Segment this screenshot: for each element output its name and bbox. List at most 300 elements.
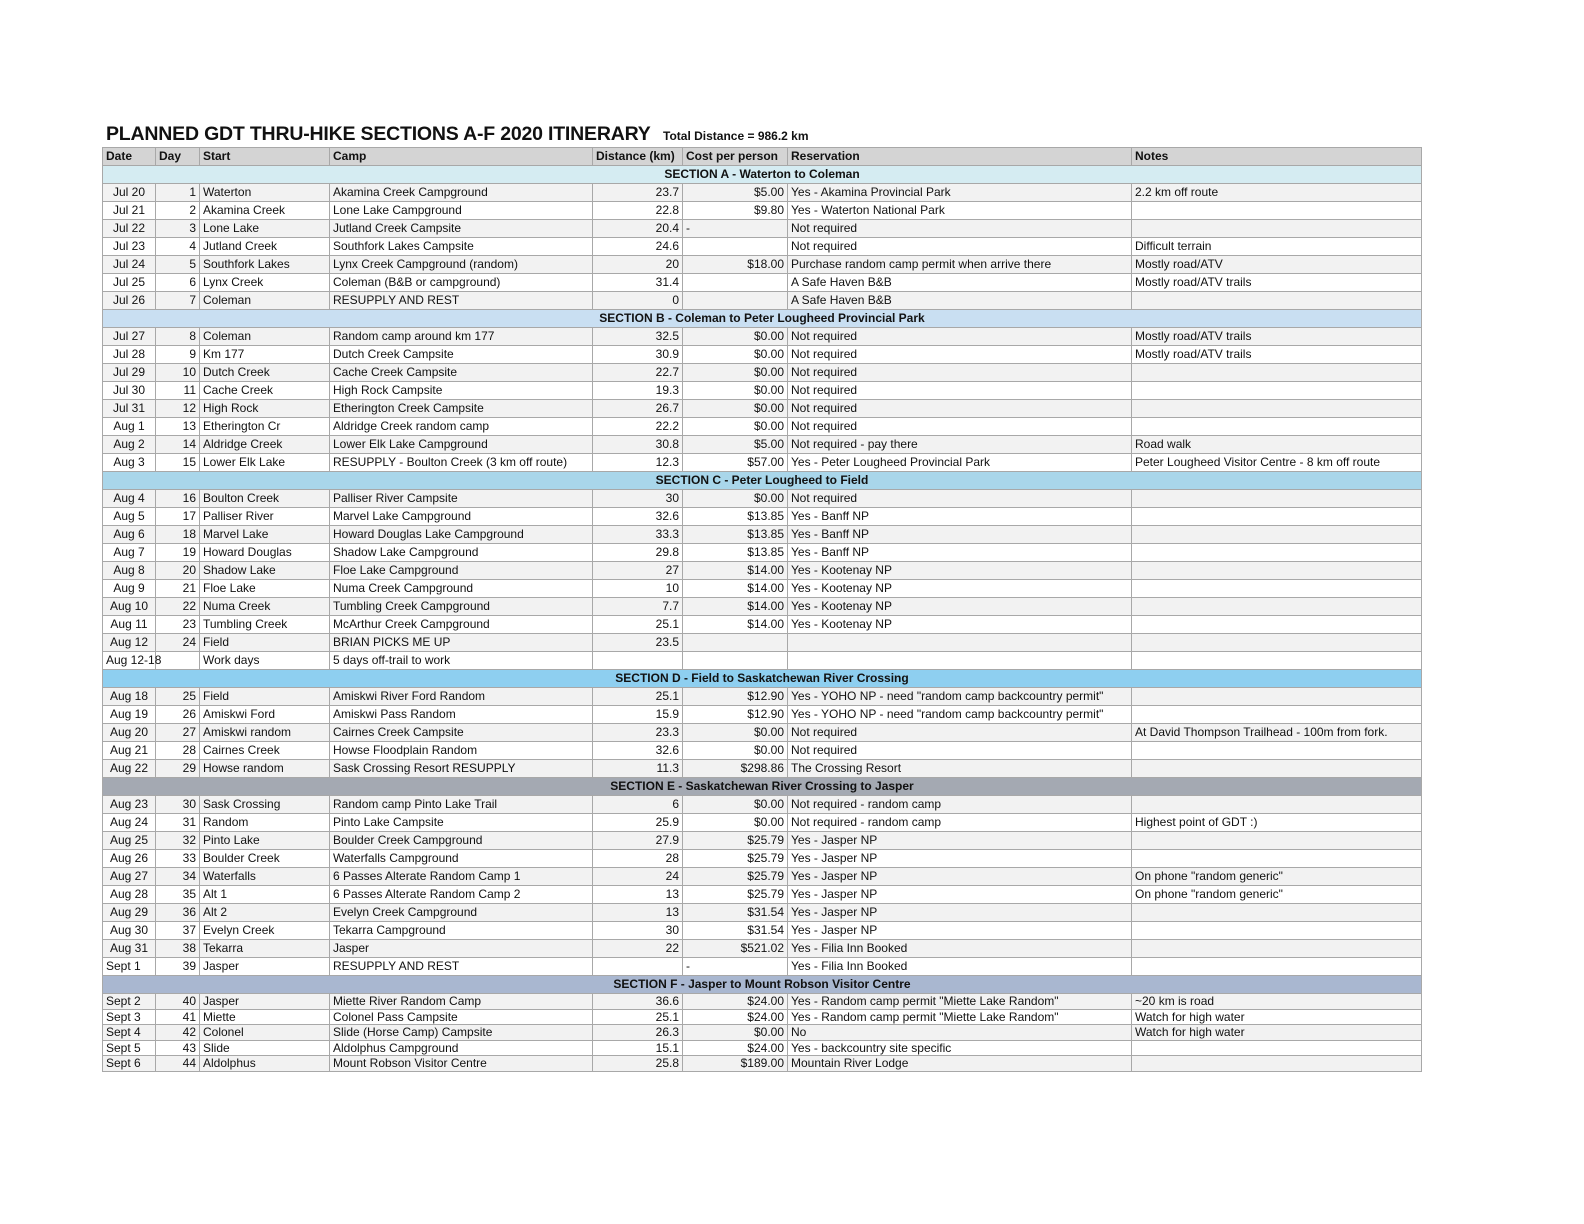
cell-day: 42: [156, 1025, 200, 1041]
cell-day: 6: [156, 274, 200, 292]
cell-reservation: Not required - random camp: [788, 796, 1132, 814]
cell-start: Palliser River: [200, 508, 330, 526]
header-day: Day: [156, 148, 200, 166]
cell-camp: Lone Lake Campground: [330, 202, 593, 220]
cell-cost: $14.00: [683, 616, 788, 634]
table-row: [103, 760, 1422, 778]
cell-cost: $5.00: [683, 184, 788, 202]
cell-day: 1: [156, 184, 200, 202]
cell-start: Miette: [200, 1009, 330, 1025]
cell-distance: 30.8: [593, 436, 683, 454]
cell-date: Aug 3: [103, 454, 156, 472]
section-header-row: [103, 670, 1422, 688]
cell-distance: 22.7: [593, 364, 683, 382]
cell-day: 25: [156, 688, 200, 706]
cell-distance: 30: [593, 490, 683, 508]
cell-date: Aug 24: [103, 814, 156, 832]
cell-distance: 28: [593, 850, 683, 868]
cell-camp: Waterfalls Campground: [330, 850, 593, 868]
cell-day: 31: [156, 814, 200, 832]
cell-distance: 0: [593, 292, 683, 310]
cell-reservation: Yes - Filia Inn Booked: [788, 958, 1132, 976]
cell-date: Aug 2: [103, 436, 156, 454]
cell-cost: $24.00: [683, 1040, 788, 1056]
cell-distance: 26.7: [593, 400, 683, 418]
cell-reservation: Yes - Jasper NP: [788, 868, 1132, 886]
table-row: [103, 454, 1422, 472]
table-row: [103, 922, 1422, 940]
cell-start: Jasper: [200, 994, 330, 1010]
cell-start: Aldridge Creek: [200, 436, 330, 454]
table-row: [103, 526, 1422, 544]
cell-notes: [1132, 400, 1422, 418]
cell-reservation: [788, 652, 1132, 670]
cell-notes: On phone "random generic": [1132, 868, 1422, 886]
cell-cost: $14.00: [683, 598, 788, 616]
cell-camp: Lynx Creek Campground (random): [330, 256, 593, 274]
cell-day: 9: [156, 346, 200, 364]
cell-day: 8: [156, 328, 200, 346]
header-distance: Distance (km): [593, 148, 683, 166]
table-row: [103, 328, 1422, 346]
cell-notes: [1132, 850, 1422, 868]
table-row: [103, 706, 1422, 724]
section-title: SECTION D - Field to Saskatchewan River Crossing: [103, 670, 1422, 688]
cell-start: Boulder Creek: [200, 850, 330, 868]
cell-day: 23: [156, 616, 200, 634]
cell-start: Numa Creek: [200, 598, 330, 616]
cell-day: 22: [156, 598, 200, 616]
cell-day: 5: [156, 256, 200, 274]
cell-day: 33: [156, 850, 200, 868]
cell-distance: 24: [593, 868, 683, 886]
cell-reservation: Yes - Banff NP: [788, 526, 1132, 544]
cell-notes: [1132, 904, 1422, 922]
cell-notes: [1132, 706, 1422, 724]
cell-camp: Pinto Lake Campsite: [330, 814, 593, 832]
cell-camp: Howse Floodplain Random: [330, 742, 593, 760]
table-row: [103, 184, 1422, 202]
table-row: [103, 796, 1422, 814]
header-camp: Camp: [330, 148, 593, 166]
cell-start: Etherington Cr: [200, 418, 330, 436]
cell-date: Sept 3: [103, 1009, 156, 1025]
cell-camp: RESUPPLY AND REST: [330, 292, 593, 310]
cell-cost: $24.00: [683, 994, 788, 1010]
cell-day: 37: [156, 922, 200, 940]
cell-start: Evelyn Creek: [200, 922, 330, 940]
cell-reservation: Yes - Kootenay NP: [788, 562, 1132, 580]
cell-date: Aug 26: [103, 850, 156, 868]
cell-camp: Colonel Pass Campsite: [330, 1009, 593, 1025]
section-group: [103, 310, 1422, 472]
cell-day: 34: [156, 868, 200, 886]
cell-date: Aug 18: [103, 688, 156, 706]
cell-day: 30: [156, 796, 200, 814]
table-row: [103, 220, 1422, 238]
cell-distance: 23.5: [593, 634, 683, 652]
cell-date: Aug 22: [103, 760, 156, 778]
cell-cost: $0.00: [683, 328, 788, 346]
cell-start: Boulton Creek: [200, 490, 330, 508]
cell-notes: [1132, 652, 1422, 670]
cell-reservation: Not required: [788, 238, 1132, 256]
cell-start: Tekarra: [200, 940, 330, 958]
cell-day: 12: [156, 400, 200, 418]
cell-camp: Jutland Creek Campsite: [330, 220, 593, 238]
cell-camp: Aldridge Creek random camp: [330, 418, 593, 436]
cell-notes: Road walk: [1132, 436, 1422, 454]
table-row: [103, 400, 1422, 418]
cell-notes: [1132, 562, 1422, 580]
cell-start: High Rock: [200, 400, 330, 418]
cell-start: Cache Creek: [200, 382, 330, 400]
cell-day: 14: [156, 436, 200, 454]
cell-cost: $0.00: [683, 346, 788, 364]
cell-notes: [1132, 418, 1422, 436]
cell-reservation: Yes - YOHO NP - need "random camp backcountry permit": [788, 688, 1132, 706]
cell-distance: 10: [593, 580, 683, 598]
cell-camp: 6 Passes Alterate Random Camp 1: [330, 868, 593, 886]
cell-start: Field: [200, 688, 330, 706]
cell-reservation: Yes - Peter Lougheed Provincial Park: [788, 454, 1132, 472]
cell-date: Aug 7: [103, 544, 156, 562]
cell-notes: [1132, 544, 1422, 562]
cell-date: Aug 23: [103, 796, 156, 814]
cell-reservation: Yes - Jasper NP: [788, 922, 1132, 940]
cell-date: Aug 25: [103, 832, 156, 850]
cell-reservation: Not required: [788, 742, 1132, 760]
cell-start: Howse random: [200, 760, 330, 778]
cell-camp: Southfork Lakes Campsite: [330, 238, 593, 256]
cell-notes: [1132, 1040, 1422, 1056]
cell-date: Aug 10: [103, 598, 156, 616]
cell-day: 11: [156, 382, 200, 400]
cell-start: Coleman: [200, 328, 330, 346]
table-row: [103, 436, 1422, 454]
cell-distance: 31.4: [593, 274, 683, 292]
cell-distance: 33.3: [593, 526, 683, 544]
cell-start: Coleman: [200, 292, 330, 310]
section-group: [103, 670, 1422, 778]
cell-camp: BRIAN PICKS ME UP: [330, 634, 593, 652]
table-row: [103, 904, 1422, 922]
cell-date: Sept 1: [103, 958, 156, 976]
cell-distance: 25.1: [593, 688, 683, 706]
cell-notes: Mostly road/ATV trails: [1132, 274, 1422, 292]
cell-day: 13: [156, 418, 200, 436]
cell-start: Jasper: [200, 958, 330, 976]
cell-date: Jul 28: [103, 346, 156, 364]
cell-distance: 24.6: [593, 238, 683, 256]
cell-camp: Cairnes Creek Campsite: [330, 724, 593, 742]
cell-camp: Tumbling Creek Campground: [330, 598, 593, 616]
cell-cost: $25.79: [683, 832, 788, 850]
total-distance: Total Distance = 986.2 km: [663, 129, 809, 143]
itinerary-table: [102, 147, 1422, 1072]
cell-cost: $13.85: [683, 544, 788, 562]
cell-day: 4: [156, 238, 200, 256]
cell-day: 35: [156, 886, 200, 904]
cell-cost: $5.00: [683, 436, 788, 454]
table-row: [103, 418, 1422, 436]
cell-notes: [1132, 490, 1422, 508]
cell-distance: 7.7: [593, 598, 683, 616]
cell-date: Aug 4: [103, 490, 156, 508]
cell-distance: 13: [593, 886, 683, 904]
table-row: [103, 490, 1422, 508]
cell-distance: 25.9: [593, 814, 683, 832]
cell-cost: $25.79: [683, 850, 788, 868]
cell-distance: 20.4: [593, 220, 683, 238]
cell-date: Aug 12-18: [103, 652, 156, 670]
cell-distance: 23.7: [593, 184, 683, 202]
cell-date: Aug 8: [103, 562, 156, 580]
cell-camp: Evelyn Creek Campground: [330, 904, 593, 922]
cell-camp: Coleman (B&B or campground): [330, 274, 593, 292]
cell-start: Colonel: [200, 1025, 330, 1041]
cell-cost: $9.80: [683, 202, 788, 220]
table-row: [103, 724, 1422, 742]
cell-day: 41: [156, 1009, 200, 1025]
cell-day: 20: [156, 562, 200, 580]
cell-day: 7: [156, 292, 200, 310]
cell-start: Dutch Creek: [200, 364, 330, 382]
cell-cost: $14.00: [683, 580, 788, 598]
cell-cost: [683, 634, 788, 652]
cell-date: Jul 30: [103, 382, 156, 400]
cell-camp: Marvel Lake Campground: [330, 508, 593, 526]
cell-camp: RESUPPLY AND REST: [330, 958, 593, 976]
cell-reservation: Yes - Waterton National Park: [788, 202, 1132, 220]
cell-date: Aug 29: [103, 904, 156, 922]
cell-start: Amiskwi Ford: [200, 706, 330, 724]
cell-cost: [683, 274, 788, 292]
cell-camp: Etherington Creek Campsite: [330, 400, 593, 418]
table-row: [103, 634, 1422, 652]
table-row: [103, 256, 1422, 274]
cell-notes: [1132, 958, 1422, 976]
cell-start: Pinto Lake: [200, 832, 330, 850]
cell-start: Alt 1: [200, 886, 330, 904]
cell-camp: Slide (Horse Camp) Campsite: [330, 1025, 593, 1041]
cell-camp: Aldolphus Campground: [330, 1040, 593, 1056]
cell-distance: 32.6: [593, 742, 683, 760]
cell-notes: Mostly road/ATV: [1132, 256, 1422, 274]
cell-camp: Random camp Pinto Lake Trail: [330, 796, 593, 814]
cell-cost: $0.00: [683, 418, 788, 436]
cell-cost: $521.02: [683, 940, 788, 958]
cell-distance: 30: [593, 922, 683, 940]
cell-cost: $0.00: [683, 1025, 788, 1041]
cell-reservation: Purchase random camp permit when arrive there: [788, 256, 1132, 274]
cell-start: Jutland Creek: [200, 238, 330, 256]
table-row: [103, 868, 1422, 886]
cell-distance: 25.1: [593, 616, 683, 634]
cell-notes: [1132, 616, 1422, 634]
cell-cost: [683, 238, 788, 256]
cell-reservation: Not required: [788, 400, 1132, 418]
cell-distance: 25.1: [593, 1009, 683, 1025]
section-group: [103, 778, 1422, 976]
page-title: PLANNED GDT THRU-HIKE SECTIONS A-F 2020 ITINERARY: [106, 123, 651, 145]
cell-date: Aug 6: [103, 526, 156, 544]
table-row: [103, 598, 1422, 616]
cell-date: Aug 21: [103, 742, 156, 760]
cell-cost: $0.00: [683, 814, 788, 832]
cell-date: Jul 21: [103, 202, 156, 220]
cell-day: 21: [156, 580, 200, 598]
cell-start: Work days: [200, 652, 330, 670]
cell-date: Aug 5: [103, 508, 156, 526]
cell-start: Amiskwi random: [200, 724, 330, 742]
table-row: [103, 382, 1422, 400]
table-row: [103, 742, 1422, 760]
cell-reservation: Not required: [788, 328, 1132, 346]
section-title: SECTION B - Coleman to Peter Lougheed Provincial Park: [103, 310, 1422, 328]
cell-distance: 25.8: [593, 1056, 683, 1072]
cell-reservation: [788, 634, 1132, 652]
cell-date: Aug 12: [103, 634, 156, 652]
cell-start: Howard Douglas: [200, 544, 330, 562]
cell-camp: Jasper: [330, 940, 593, 958]
cell-camp: Boulder Creek Campground: [330, 832, 593, 850]
table-row: [103, 886, 1422, 904]
cell-cost: $0.00: [683, 364, 788, 382]
cell-start: Waterfalls: [200, 868, 330, 886]
cell-cost: -: [683, 958, 788, 976]
cell-distance: 30.9: [593, 346, 683, 364]
cell-reservation: Not required - pay there: [788, 436, 1132, 454]
table-row: [103, 508, 1422, 526]
cell-start: Random: [200, 814, 330, 832]
cell-date: Sept 4: [103, 1025, 156, 1041]
table-row: [103, 1056, 1422, 1072]
cell-distance: 27: [593, 562, 683, 580]
cell-day: 17: [156, 508, 200, 526]
table-row: [103, 346, 1422, 364]
cell-cost: $18.00: [683, 256, 788, 274]
cell-camp: 6 Passes Alterate Random Camp 2: [330, 886, 593, 904]
cell-day: 15: [156, 454, 200, 472]
header-cost: Cost per person: [683, 148, 788, 166]
header-notes: Notes: [1132, 148, 1422, 166]
table-row: [103, 1009, 1422, 1025]
section-title: SECTION E - Saskatchewan River Crossing to Jasper: [103, 778, 1422, 796]
cell-distance: 12.3: [593, 454, 683, 472]
cell-camp: Shadow Lake Campground: [330, 544, 593, 562]
table-row: [103, 1040, 1422, 1056]
cell-cost: $13.85: [683, 508, 788, 526]
cell-reservation: Yes - Kootenay NP: [788, 580, 1132, 598]
cell-date: Aug 20: [103, 724, 156, 742]
cell-reservation: Mountain River Lodge: [788, 1056, 1132, 1072]
cell-cost: $0.00: [683, 796, 788, 814]
cell-day: 29: [156, 760, 200, 778]
cell-cost: $31.54: [683, 922, 788, 940]
cell-date: Aug 30: [103, 922, 156, 940]
cell-start: Cairnes Creek: [200, 742, 330, 760]
cell-camp: Palliser River Campsite: [330, 490, 593, 508]
cell-notes: 2.2 km off route: [1132, 184, 1422, 202]
cell-cost: [683, 652, 788, 670]
cell-distance: 19.3: [593, 382, 683, 400]
cell-notes: Highest point of GDT :): [1132, 814, 1422, 832]
title-row: [106, 123, 809, 146]
table-row: [103, 958, 1422, 976]
cell-camp: Mount Robson Visitor Centre: [330, 1056, 593, 1072]
cell-day: 16: [156, 490, 200, 508]
cell-notes: [1132, 598, 1422, 616]
cell-camp: McArthur Creek Campground: [330, 616, 593, 634]
cell-notes: [1132, 922, 1422, 940]
table-row: [103, 1025, 1422, 1041]
cell-notes: [1132, 382, 1422, 400]
cell-reservation: Not required: [788, 724, 1132, 742]
cell-start: Waterton: [200, 184, 330, 202]
cell-notes: [1132, 292, 1422, 310]
cell-start: Akamina Creek: [200, 202, 330, 220]
section-header-row: [103, 472, 1422, 490]
cell-cost: $189.00: [683, 1056, 788, 1072]
cell-start: Tumbling Creek: [200, 616, 330, 634]
cell-camp: Lower Elk Lake Campground: [330, 436, 593, 454]
table-row: [103, 616, 1422, 634]
cell-notes: Watch for high water: [1132, 1009, 1422, 1025]
cell-notes: [1132, 634, 1422, 652]
cell-notes: [1132, 796, 1422, 814]
table-row: [103, 202, 1422, 220]
cell-start: Southfork Lakes: [200, 256, 330, 274]
cell-date: Aug 27: [103, 868, 156, 886]
cell-day: 18: [156, 526, 200, 544]
cell-distance: 22.8: [593, 202, 683, 220]
table-row: [103, 562, 1422, 580]
cell-date: Aug 9: [103, 580, 156, 598]
cell-distance: 20: [593, 256, 683, 274]
table-row: [103, 850, 1422, 868]
cell-reservation: Yes - Jasper NP: [788, 904, 1132, 922]
cell-cost: $31.54: [683, 904, 788, 922]
cell-reservation: The Crossing Resort: [788, 760, 1132, 778]
cell-reservation: Yes - YOHO NP - need "random camp backcountry permit": [788, 706, 1132, 724]
cell-cost: $12.90: [683, 688, 788, 706]
cell-day: 44: [156, 1056, 200, 1072]
cell-cost: $0.00: [683, 382, 788, 400]
header-row: [103, 148, 1422, 166]
cell-day: 38: [156, 940, 200, 958]
cell-start: Alt 2: [200, 904, 330, 922]
cell-notes: [1132, 580, 1422, 598]
cell-notes: Difficult terrain: [1132, 238, 1422, 256]
cell-distance: 36.6: [593, 994, 683, 1010]
cell-date: Sept 6: [103, 1056, 156, 1072]
cell-notes: Mostly road/ATV trails: [1132, 328, 1422, 346]
cell-cost: $25.79: [683, 886, 788, 904]
cell-reservation: Yes - Jasper NP: [788, 832, 1132, 850]
cell-notes: [1132, 1056, 1422, 1072]
cell-date: Aug 31: [103, 940, 156, 958]
cell-notes: Watch for high water: [1132, 1025, 1422, 1041]
cell-reservation: Yes - Jasper NP: [788, 886, 1132, 904]
cell-reservation: No: [788, 1025, 1132, 1041]
cell-day: 27: [156, 724, 200, 742]
cell-date: Jul 29: [103, 364, 156, 382]
table-row: [103, 652, 1422, 670]
cell-start: Field: [200, 634, 330, 652]
cell-cost: $12.90: [683, 706, 788, 724]
cell-notes: ~20 km is road: [1132, 994, 1422, 1010]
